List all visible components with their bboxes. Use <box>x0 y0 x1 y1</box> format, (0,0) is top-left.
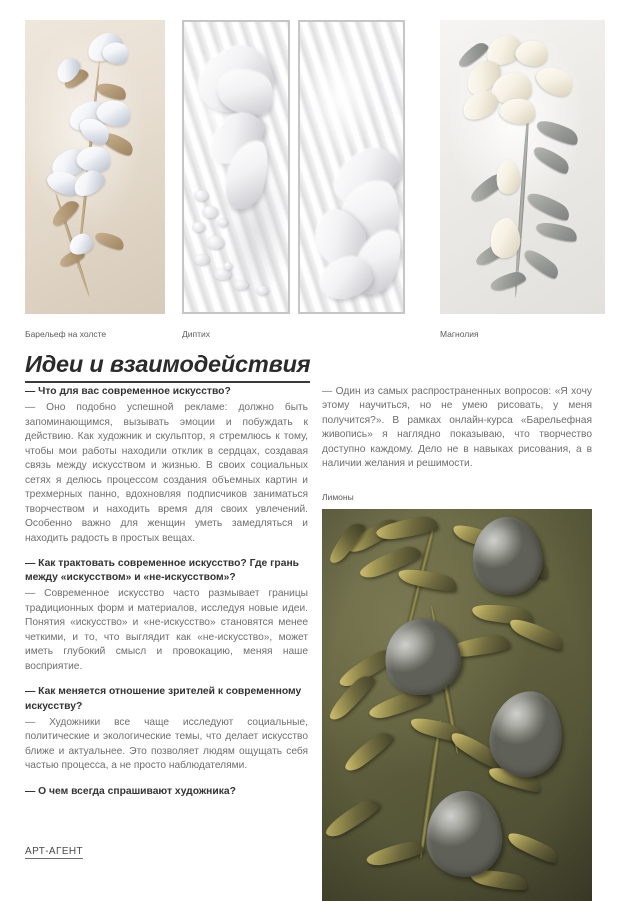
artwork-magnolia[interactable] <box>440 20 605 314</box>
magnolia-relief-image <box>440 20 605 314</box>
artwork-frame <box>25 20 165 314</box>
page-title: Идеи и взаимодействия <box>25 352 310 383</box>
answer-3: — Художники все чаще исследуют социальные, политические и экологические темы, что делает искусство ближе и актуальнее. Это позволяет людям ощущать себя частью процесса, а не просто наблюдателями. <box>25 716 308 772</box>
question-4: — О чем всегда спрашивают художника? <box>25 785 236 797</box>
interview-right-column <box>322 385 592 472</box>
bronze-lemon-bas-relief-image <box>322 509 592 901</box>
artwork-lemons[interactable] <box>322 509 592 901</box>
answer-4: — Один из самых распространенных вопросов: «Я хочу этому научиться, но не умею рисовать, у меня получится?». В рамках онлайн-курса «Барельефная живопись» я наглядно показываю, что творчество доступно каждому. Дело не в навыках рисования, а в наличии желания и решимости. <box>322 386 592 470</box>
artwork-frame <box>440 20 605 314</box>
question-3: — Как меняется отношение зрителей к современному искусству? <box>25 686 302 712</box>
question-1: — Что для вас современное искусство? <box>25 386 231 397</box>
answer-1: — Оно подобно успешной рекламе: должно быть запоминающимся, вызывать эмоции и побуждать к действию. Как художник и скульптор, я стремлюсь к тому, чтобы мои работы находили отклик в сердцах, создавая связь между искусством и жизнью. В своих социальных сетях я делюсь процессом создания объемных картин и трехмерных панно, вдохновляя подписчиков заниматься творчеством и находить время для своих увлечений. Особенно важно для женщин уметь замедляться и находить радость в простых вещах. <box>25 402 308 544</box>
bas-relief-magnolia-image <box>25 20 165 314</box>
caption-diptych: Диптих <box>182 329 210 339</box>
answer-2: — Современное искусство часто размывает границы традиционных форм и материалов, исследуя новые идеи. Понятия «искусство» и «не-искусство» становятся менее четкими, и то, что выглядит как «не-искусство», может иметь глубокий смысл и провокацию, меняя наше восприятие. <box>25 588 308 672</box>
caption-magnolia: Магнолия <box>440 329 479 339</box>
top-gallery <box>0 0 622 345</box>
artwork-diptych[interactable] <box>182 20 405 314</box>
question-2: — Как трактовать современное искусство? Где грань между «искусством» и «не-искусством»? <box>25 558 299 584</box>
caption-lemons: Лимоны <box>322 492 354 502</box>
art-agent-link[interactable]: АРТ-АГЕНТ <box>25 846 84 857</box>
diptych-pane-right <box>298 20 406 314</box>
artwork-frame <box>182 20 405 314</box>
diptych-pane-left <box>182 20 290 314</box>
caption-bas-relief: Барельеф на холсте <box>25 329 107 339</box>
white-plaster-diptych-image <box>182 20 405 314</box>
interview-left-column <box>25 385 308 801</box>
artwork-bas-relief-on-canvas[interactable] <box>25 20 165 314</box>
vignette-overlay <box>322 509 592 901</box>
